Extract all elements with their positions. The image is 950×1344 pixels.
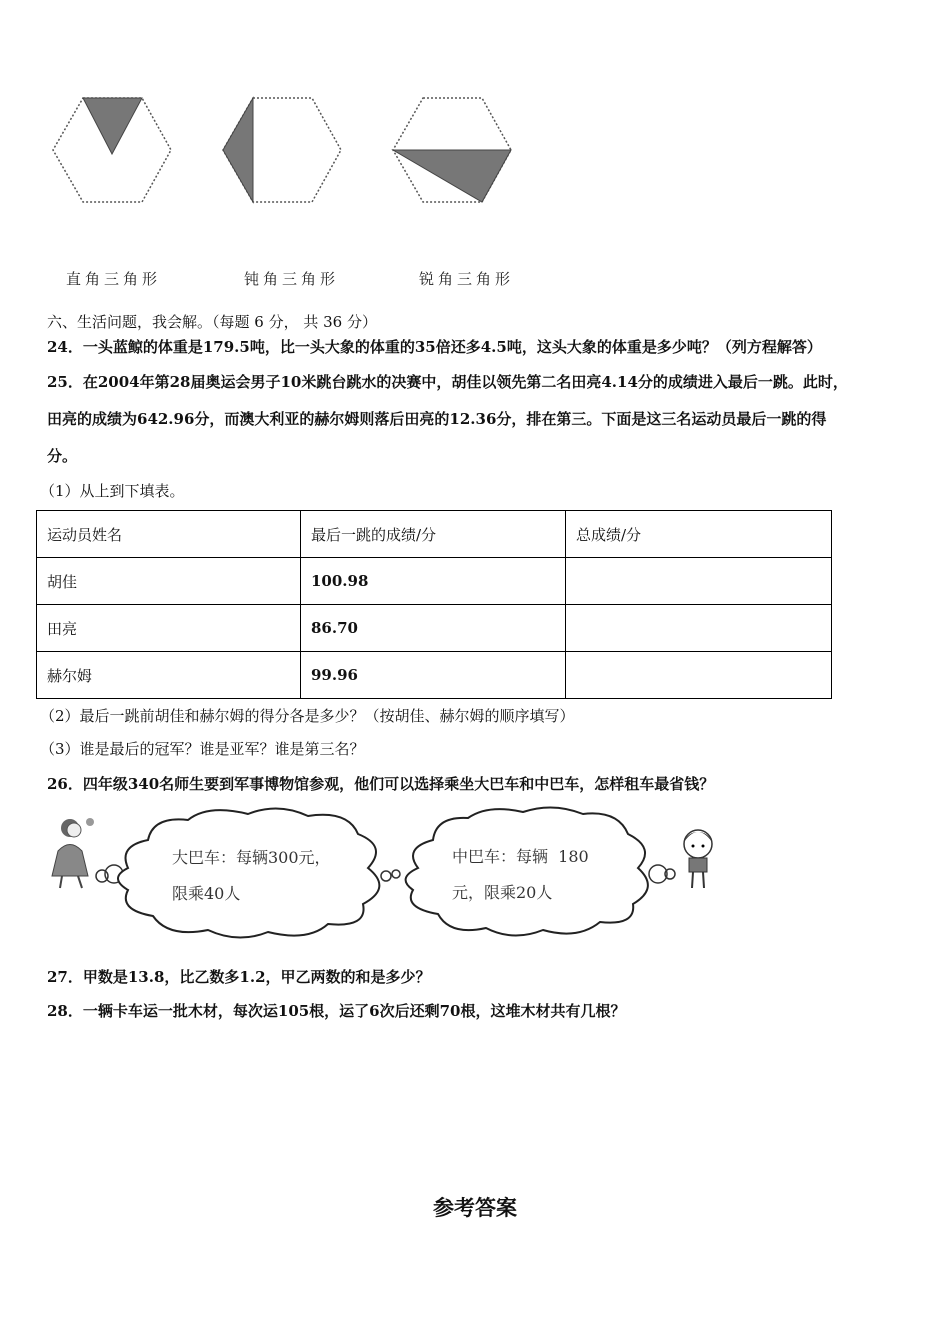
thought-cloud-medium-bus [406, 807, 648, 935]
total-score-cell[interactable] [566, 558, 832, 605]
question-25-line1: 25．在2004年第28届奥运会男子10米跳台跳水的决赛中，胡佳以领先第二名田亮4.14分的成绩进入最后一跳。此时， [47, 373, 848, 391]
hexagon-figure-right-triangle [50, 92, 174, 208]
table-row [37, 652, 832, 699]
score-table [36, 510, 832, 699]
caption-right-triangle: 直角三角形 [66, 270, 162, 288]
caption-acute-triangle: 锐角三角形 [419, 270, 515, 288]
last-jump-score: 86.70 [301, 605, 566, 652]
caption-obtuse-triangle: 钝角三角形 [244, 270, 340, 288]
athlete-name: 赫尔姆 [37, 652, 301, 699]
bus-price-illustration [48, 806, 748, 944]
last-jump-score: 100.98 [301, 558, 566, 605]
total-score-cell[interactable] [566, 652, 832, 699]
question-26: 26．四年级340名师生要到军事博物馆参观，他们可以选择乘坐大巴车和中巴车，怎样租车最省钱？ [47, 775, 715, 793]
table-header-total: 总成绩/分 [566, 511, 832, 558]
girl-icon [52, 818, 94, 888]
hexagon-figure-acute-triangle [390, 92, 514, 208]
section-heading: 六、生活问题，我会解。（每题 6 分， 共 36 分） [47, 313, 377, 331]
table-header-last-jump: 最后一跳的成绩/分 [301, 511, 566, 558]
table-header-row [37, 511, 832, 558]
table-row [37, 558, 832, 605]
cloud2-line1: 中巴车：每辆 180 [452, 847, 589, 866]
answer-section-title: 参考答案 [433, 1196, 517, 1220]
question-25-sub3: （3）谁是最后的冠军？谁是亚军？谁是第三名？ [40, 740, 365, 758]
cloud1-line1: 大巴车：每辆300元， [172, 848, 331, 867]
athlete-name: 田亮 [37, 605, 301, 652]
question-24: 24．一头蓝鲸的体重是179.5吨，比一头大象的体重的35倍还多4.5吨，这头大象的体重是多少吨？（列方程解答） [47, 338, 822, 356]
question-28: 28．一辆卡车运一批木材，每次运105根，运了6次后还剩70根，这堆木材共有几根？ [47, 1002, 626, 1020]
athlete-name: 胡佳 [37, 558, 301, 605]
total-score-cell[interactable] [566, 605, 832, 652]
question-25-line2: 田亮的成绩为642.96分，而澳大利亚的赫尔姆则落后田亮的12.36分，排在第三。下面是这三名运动员最后一跳的得 [47, 410, 827, 428]
question-25-sub1: （1）从上到下填表。 [40, 482, 185, 500]
question-25-line3: 分。 [47, 447, 78, 465]
question-27: 27．甲数是13.8，比乙数多1.2，甲乙两数的和是多少？ [47, 968, 431, 986]
thought-cloud-large-bus [118, 808, 379, 937]
hexagon-figure-obtuse-triangle [220, 92, 344, 208]
boy-icon [684, 830, 712, 888]
cloud2-line2: 元，限乘20人 [452, 883, 553, 902]
table-header-name: 运动员姓名 [37, 511, 301, 558]
question-25-sub2: （2）最后一跳前胡佳和赫尔姆的得分各是多少？（按胡佳、赫尔姆的顺序填写） [40, 707, 575, 725]
cloud1-line2: 限乘40人 [172, 884, 241, 903]
table-row [37, 605, 832, 652]
last-jump-score: 99.96 [301, 652, 566, 699]
